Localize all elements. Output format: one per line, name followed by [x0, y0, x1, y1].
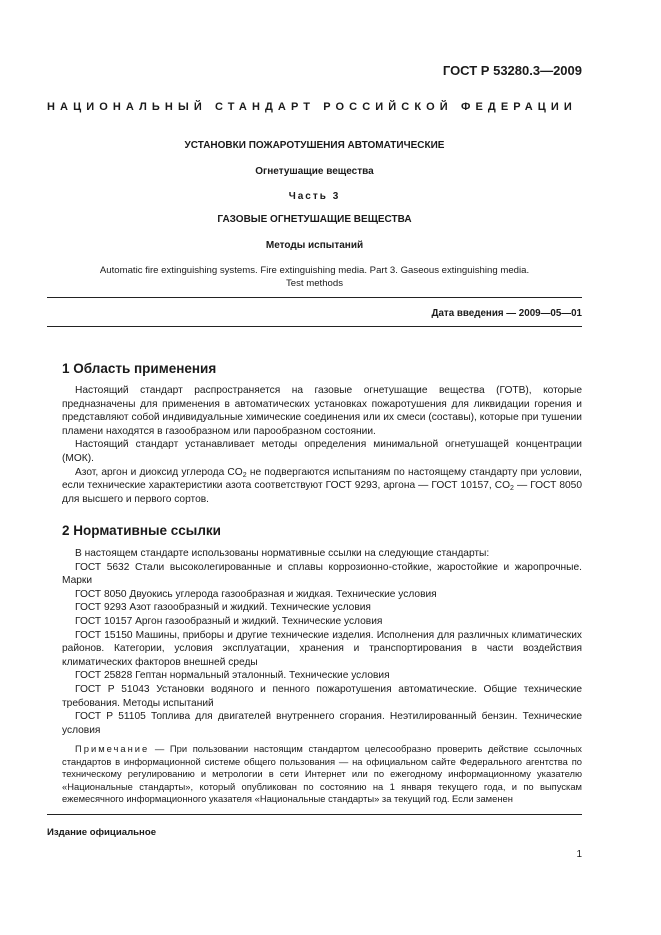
footer-divider: [47, 814, 582, 815]
title-english-line2: Test methods: [285, 278, 344, 289]
references-intro: В настоящем стандарте использованы нормативные ссылки на следующие стандарты:: [75, 548, 490, 559]
divider-top: [47, 297, 582, 298]
section-1-paragraph-3: Азот, аргон и диоксид углерода $CO_2$ не подвергаются испытаниям по настоящему стандарту при условии, если технические характеристики азота соответствуют ГОСТ 9293, аргона — ГОСТ 10157, $CO_2$ — ГОСТ 8050 для высшего и первого сортов.: [62, 466, 583, 505]
title-english: [60, 264, 569, 290]
normative-references: [62, 547, 582, 737]
reference-item: ГОСТ 8050 Двуокись углерода газообразная и жидкая. Технические условия: [75, 588, 437, 600]
section-1-paragraph-2: Настоящий стандарт устанавливает методы определения минимальной огнетушащей концентрации (МОК).: [62, 439, 582, 464]
standard-number: ГОСТ Р 53280.3—2009: [442, 63, 582, 78]
reference-item: ГОСТ 5632 Стали высоколегированные и сплавы коррозионно-стойкие, жаростойкие и жаропрочные. Марки: [62, 561, 582, 587]
national-standard-banner: НАЦИОНАЛЬНЫЙ СТАНДАРТ РОССИЙСКОЙ ФЕДЕРАЦИИ: [47, 101, 577, 113]
reference-item: ГОСТ Р 51105 Топлива для двигателей внутреннего сгорания. Неэтилированный бензин. Технические условия: [62, 711, 582, 736]
title-subtitle: Огнетушащие вещества: [255, 166, 374, 177]
section-1-heading: 1 Область применения: [62, 361, 217, 376]
note: [62, 743, 582, 806]
reference-item: ГОСТ 15150 Машины, приборы и другие технические изделия. Исполнения для различных климатических районов. Категории, условия эксплуатации, хранения и транспортирования в части воздействия климатических факторов внешней среды: [62, 629, 582, 668]
title-methods: Методы испытаний: [265, 240, 364, 251]
divider-bottom: [47, 326, 582, 327]
page-number: 1: [576, 849, 582, 860]
section-1-paragraph-1: Настоящий стандарт распространяется на газовые огнетушащие вещества (ГОТВ), которые предназначены для применения в автоматических установках пожаротушения для ликвидации горения и представляют собой индивидуальные химические соединения или их смеси (составы), которые при тушении пламени находятся в газообразном или парообразном состоянии.: [62, 385, 582, 437]
title-part: Часть 3: [288, 191, 341, 202]
intro-date: Дата введения — 2009—05—01: [431, 308, 582, 319]
reference-item: ГОСТ 10157 Аргон газообразный и жидкий. Технические условия: [75, 615, 383, 627]
title-main: УСТАНОВКИ ПОЖАРОТУШЕНИЯ АВТОМАТИЧЕСКИЕ: [184, 140, 445, 151]
note-label: Примечание: [75, 743, 150, 754]
reference-item: ГОСТ 9293 Азот газообразный и жидкий. Технические условия: [75, 602, 371, 614]
section-2-heading: 2 Нормативные ссылки: [62, 523, 221, 538]
note-text: — При пользовании настоящим стандартом целесообразно проверить действие ссылочных стандартов в информационной системе общего пользования — на официальном сайте Федерального агентства по техническому регулированию и метрологии в сети Интернет или по ежегодному информационному указателю «Национальные стандарты», который опубликован по состоянию на 1 января текущего года, и по выпускам ежемесячного информационного указателя «Национальные стандарты» за текущий год. Если заменен: [62, 743, 582, 805]
title-part-name: ГАЗОВЫЕ ОГНЕТУШАЩИЕ ВЕЩЕСТВА: [217, 214, 412, 225]
publication-label: Издание официальное: [47, 827, 157, 838]
reference-item: ГОСТ 25828 Гептан нормальный эталонный. Технические условия: [75, 670, 390, 682]
title-english-line1: Automatic fire extinguishing systems. Fire extinguishing media. Part 3. Gaseous extinguishing media.: [99, 265, 530, 276]
reference-item: ГОСТ Р 51043 Установки водяного и пенного пожаротушения автоматические. Общие технические требования. Методы испытаний: [62, 683, 582, 709]
section-1-body: [62, 384, 582, 506]
